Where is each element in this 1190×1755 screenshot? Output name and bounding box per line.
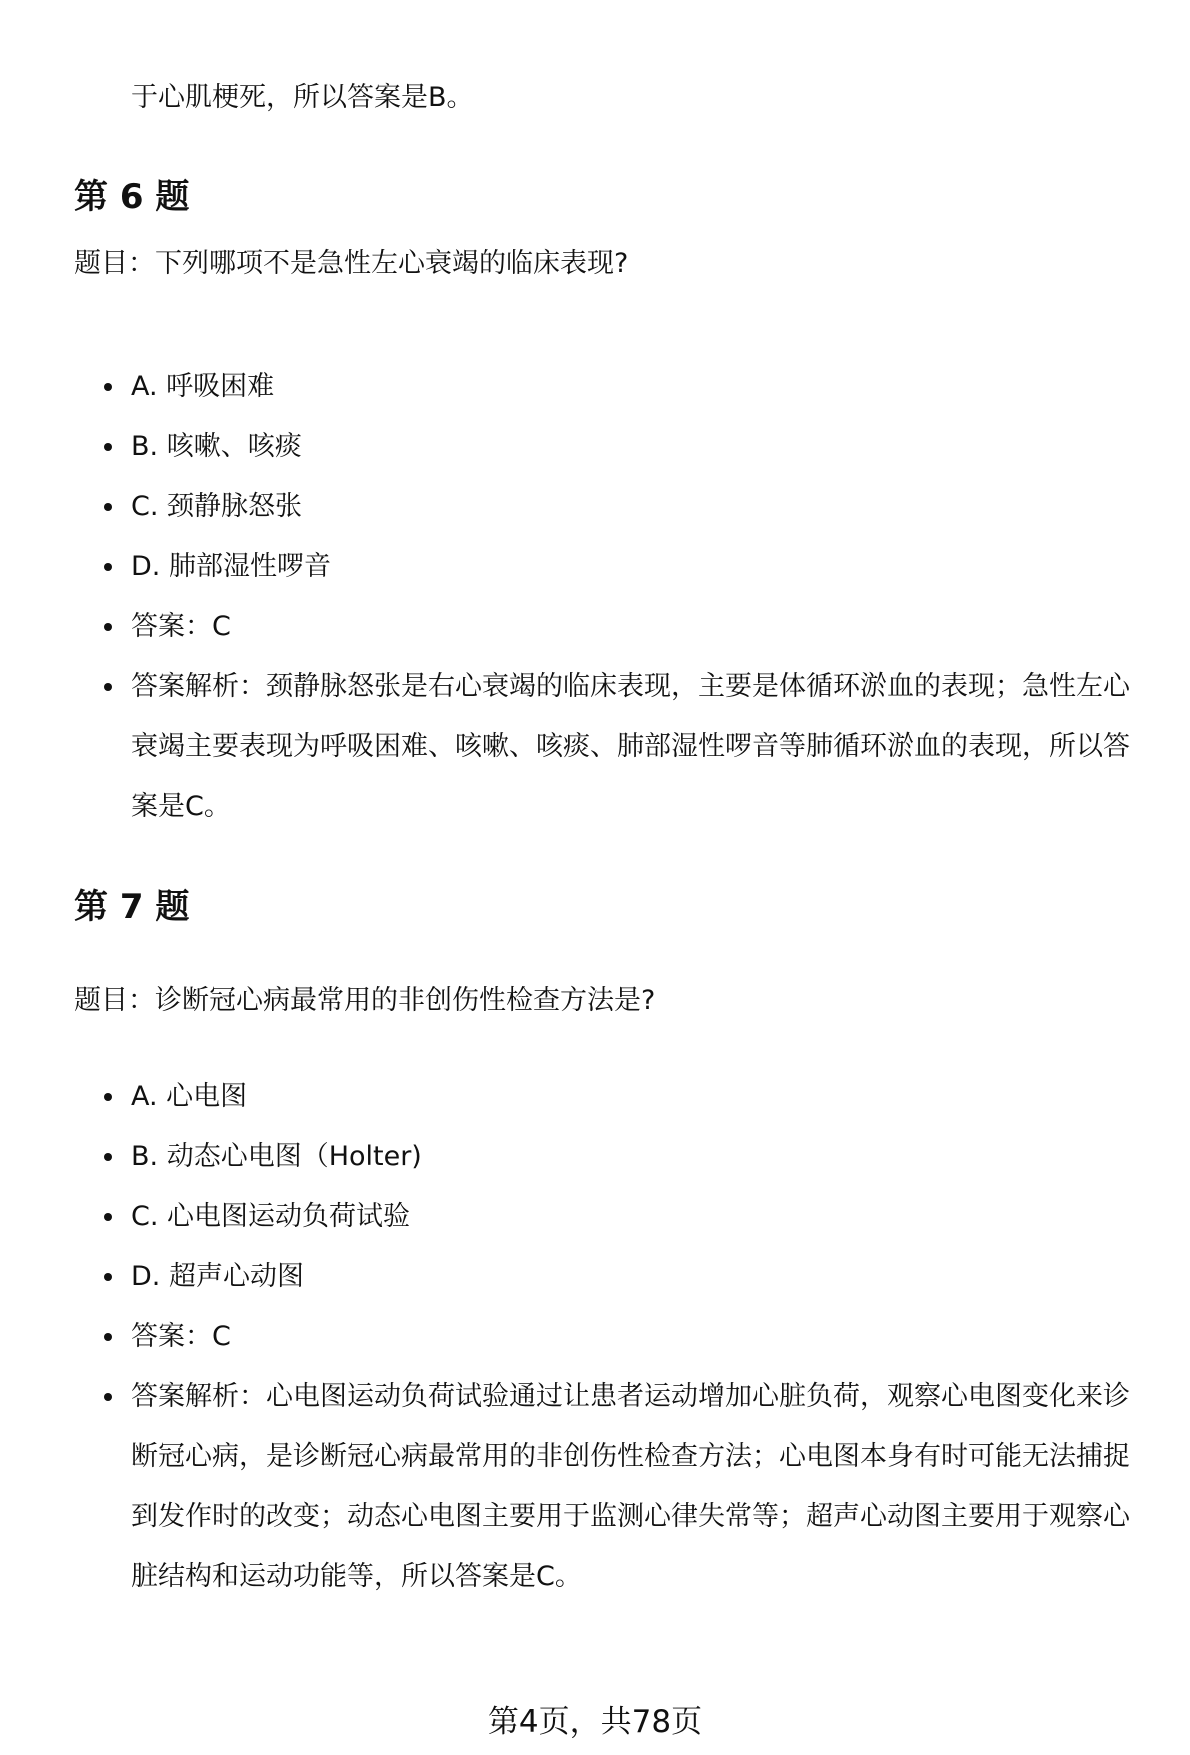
bullet-icon (104, 503, 112, 511)
bullet-icon (104, 1213, 112, 1221)
bullet-icon (104, 1153, 112, 1161)
bullet-icon (104, 443, 112, 451)
option-a: A. 心电图 (0, 1067, 1190, 1127)
question-6-options (0, 357, 1190, 837)
option-d: D. 超声心动图 (0, 1247, 1190, 1307)
bullet-icon (104, 1393, 112, 1401)
option-b: B. 动态心电图（Holter) (0, 1127, 1190, 1187)
question-7-title: 第 7 题 (74, 887, 190, 927)
page-footer: 第4页，共78页 (487, 1704, 703, 1740)
bullet-icon (104, 1093, 112, 1101)
bullet-icon (104, 383, 112, 391)
option-d: D. 肺部湿性啰音 (0, 537, 1190, 597)
bullet-icon (104, 563, 112, 571)
bullet-icon (104, 1333, 112, 1341)
option-c: C. 心电图运动负荷试验 (0, 1187, 1190, 1247)
question-6-title: 第 6 题 (74, 177, 190, 217)
continuation-text: 于心肌梗死，所以答案是B。 (131, 82, 474, 113)
answer: 答案：C (0, 597, 1190, 657)
option-b: B. 咳嗽、咳痰 (0, 417, 1190, 477)
bullet-icon (104, 623, 112, 631)
option-c: C. 颈静脉怒张 (0, 477, 1190, 537)
question-7-options (0, 1067, 1190, 1607)
answer: 答案：C (0, 1307, 1190, 1367)
question-6-stem: 题目：下列哪项不是急性左心衰竭的临床表现? (74, 248, 629, 279)
question-7-stem: 题目：诊断冠心病最常用的非创伤性检查方法是? (74, 985, 656, 1016)
bullet-icon (104, 1273, 112, 1281)
bullet-icon (104, 683, 112, 691)
explanation: 答案解析：心电图运动负荷试验通过让患者运动增加心脏负荷，观察心电图变化来诊断冠心病，是诊断冠心病最常用的非创伤性检查方法；心电图本身有时可能无法捕捉到发作时的改变；动态心电图主要用于监测心律失常等；超声心动图主要用于观察心脏结构和运动功能等，所以答案是C。 (0, 1367, 1190, 1607)
option-a: A. 呼吸困难 (0, 357, 1190, 417)
explanation: 答案解析：颈静脉怒张是右心衰竭的临床表现，主要是体循环淤血的表现；急性左心衰竭主要表现为呼吸困难、咳嗽、咳痰、肺部湿性啰音等肺循环淤血的表现，所以答案是C。 (0, 657, 1190, 837)
